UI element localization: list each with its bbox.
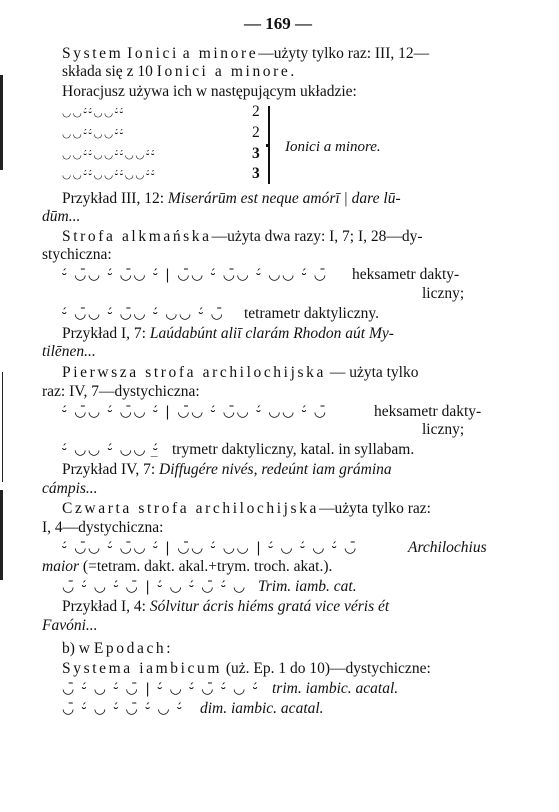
alkmanska-scheme-1-label-cont: liczny; <box>422 285 465 302</box>
epody-scheme-2-label: dim. iambic. acatal. <box>200 700 324 717</box>
term-strofa-alkmanska: Strofa alkmańska <box>62 228 212 245</box>
ionici-line-2 <box>62 63 297 81</box>
epody-scheme-1: ◡̄ ⏑́ ◡ ⏑́ ◡̄ | ⏑́ ◡ ⏑́ ◡̄ ⏑́ ◡ ⏑́ <box>62 681 259 697</box>
term-epodach: Epodach: <box>93 640 174 657</box>
term-system: System <box>62 45 124 62</box>
epody-line-2-rest: (uż. Ep. 1 do 10)—dystychiczne: <box>225 660 431 677</box>
alkmanska-line-2: stychiczna: <box>42 246 112 263</box>
archil4-scheme-2: ◡̄ ⏑́ ◡ ⏑́ ◡̄ | ⏑́ ◡ ⏑́ ◡̄ ⏑́ ◡ <box>62 579 247 595</box>
ionici-line-3: Horacjusz używa ich w następującym układzie: <box>62 83 357 100</box>
epody-scheme-1-label: trim. iambic. acatal. <box>272 680 399 697</box>
term-maior: maior <box>42 558 80 575</box>
alkmanska-scheme-1: ⏑́ ◡̄◡ ⏑́ ◡̄◡ ⏑́ | ◡̄◡ ⏑́ ◡̄◡ ⏑́ ◡◡ ⏑́ ◡̄ <box>62 267 328 283</box>
archil1-line-1 <box>62 364 419 382</box>
alkmanska-example-cont: tilēnen... <box>42 343 96 360</box>
ionici-count-3: 3 <box>252 145 260 162</box>
ionici-scheme-1: ◡◡⏑́⏑́◡◡⏑́⏑́ <box>62 107 125 119</box>
term-ionici: Ionici <box>127 45 179 62</box>
ionici-line-1 <box>62 45 429 63</box>
epody-line-1 <box>62 640 173 658</box>
maior-explanation: (=tetram. dakt. akal.+trym. troch. akat.). <box>82 558 333 575</box>
archil4-maior-line <box>42 558 332 576</box>
binding-edge-mark <box>0 75 3 170</box>
ionici-line-1-rest: —użyty tylko raz: III, 12— <box>258 45 430 62</box>
brace-label: Ionici a minore. <box>285 139 381 155</box>
archil4-scheme-2-label: Trim. iamb. cat. <box>258 578 357 595</box>
example-text: Laúdabúnt aliī clarám Rhodon aút My- <box>149 325 394 342</box>
epody-line-2 <box>62 660 431 678</box>
archil1-scheme-1: ⏑́ ◡̄◡ ⏑́ ◡̄◡ ⏑́ | ◡̄◡ ⏑́ ◡̄◡ ⏑́ ◡◡ ⏑́ ◡̄ <box>62 404 328 420</box>
example-text: Sólvitur ácris hiéms gratá vice véris ét <box>149 598 390 615</box>
example-text: Miserárūm est neque amórī | dare lū- <box>167 190 401 207</box>
archil1-line-1-rest: — użyta tylko <box>329 364 419 381</box>
ionici-example <box>62 190 401 208</box>
example-lead: Przykład IV, 7: <box>62 461 156 478</box>
archil4-example <box>62 598 389 616</box>
alkmanska-line-1 <box>62 228 423 246</box>
archil4-line-1 <box>62 500 431 518</box>
ionici-line-2-term: Ionici a minore. <box>156 63 297 80</box>
archil4-line-1-rest: —użyta tylko raz: <box>319 500 431 517</box>
example-lead: Przykład III, 12: <box>62 190 165 207</box>
archil1-scheme-2: ⏑́ ◡◡ ⏑́ ◡◡ ⏑̲́ <box>62 442 160 458</box>
ionici-scheme-4: ◡◡⏑́⏑́◡◡⏑́⏑́◡◡⏑́⏑́ <box>62 169 156 181</box>
binding-edge-mark <box>2 372 3 482</box>
archil4-example-cont: Favóni... <box>42 617 98 634</box>
archil1-scheme-1-label-cont: liczny; <box>422 421 465 438</box>
ionici-count-2: 2 <box>252 124 260 141</box>
archil4-line-2: I, 4—dystychiczna: <box>42 519 164 536</box>
example-lead: Przykład I, 7: <box>62 325 146 342</box>
term-czwarta-strofa: Czwarta strofa archilochijska <box>62 500 320 517</box>
example-lead: Przykład I, 4: <box>62 598 146 615</box>
archil1-scheme-2-label: trymetr daktyliczny, katal. in syllabam. <box>172 441 415 458</box>
alkmanska-scheme-2: ⏑́ ◡̄◡ ⏑́ ◡̄◡ ⏑́ ◡◡ ⏑́ ◡̄ <box>62 306 225 322</box>
archil1-example <box>62 461 392 479</box>
ionici-example-cont: dūm... <box>42 208 81 225</box>
ionici-scheme-2: ◡◡⏑́⏑́◡◡⏑́⏑́ <box>62 128 125 140</box>
term-a-minore: a minore <box>182 45 259 62</box>
archil1-scheme-1-label: heksametr dakty- <box>374 403 482 420</box>
epody-scheme-2: ◡̄ ⏑́ ◡ ⏑́ ◡̄ ⏑́ ◡ ⏑́ <box>62 701 184 717</box>
alkmanska-scheme-2-label: tetrametr daktyliczny. <box>244 305 379 322</box>
alkmanska-line-1-rest: —użyta dwa razy: I, 7; I, 28—dy- <box>211 228 423 245</box>
ionici-count-4: 3 <box>252 165 260 182</box>
ionici-count-1: 2 <box>252 103 260 120</box>
example-text: Diffugére nivés, redeúnt iam grámina <box>159 461 392 478</box>
archil1-example-cont: cámpis... <box>42 480 98 497</box>
binding-edge-mark <box>0 490 3 580</box>
term-systema-iambicum: Systema iambicum <box>62 660 222 677</box>
alkmanska-example <box>62 325 394 343</box>
archil4-scheme-1: ⏑́ ◡̄◡ ⏑́ ◡̄◡ ⏑́ | ◡̄◡ ⏑́ ◡◡ | ⏑́ ◡ ⏑́ ◡ ⏑́ ◡̄ <box>62 540 358 556</box>
brace-tip <box>266 144 270 147</box>
alkmanska-scheme-1-label: heksametr dakty- <box>352 266 460 283</box>
term-pierwsza-strofa: Pierwsza strofa archilochijska <box>62 364 326 381</box>
archil1-line-2: raz: IV, 7—dystychiczna: <box>42 383 200 400</box>
page-number: — 169 — <box>244 14 312 33</box>
ionici-scheme-3: ◡◡⏑́⏑́◡◡⏑́⏑́◡◡⏑́⏑́ <box>62 149 156 161</box>
epody-line-1-start: b) w <box>62 640 90 657</box>
archil4-scheme-1-label: Archilochius <box>408 539 487 556</box>
ionici-line-2-start: składa się z 10 <box>62 63 153 80</box>
